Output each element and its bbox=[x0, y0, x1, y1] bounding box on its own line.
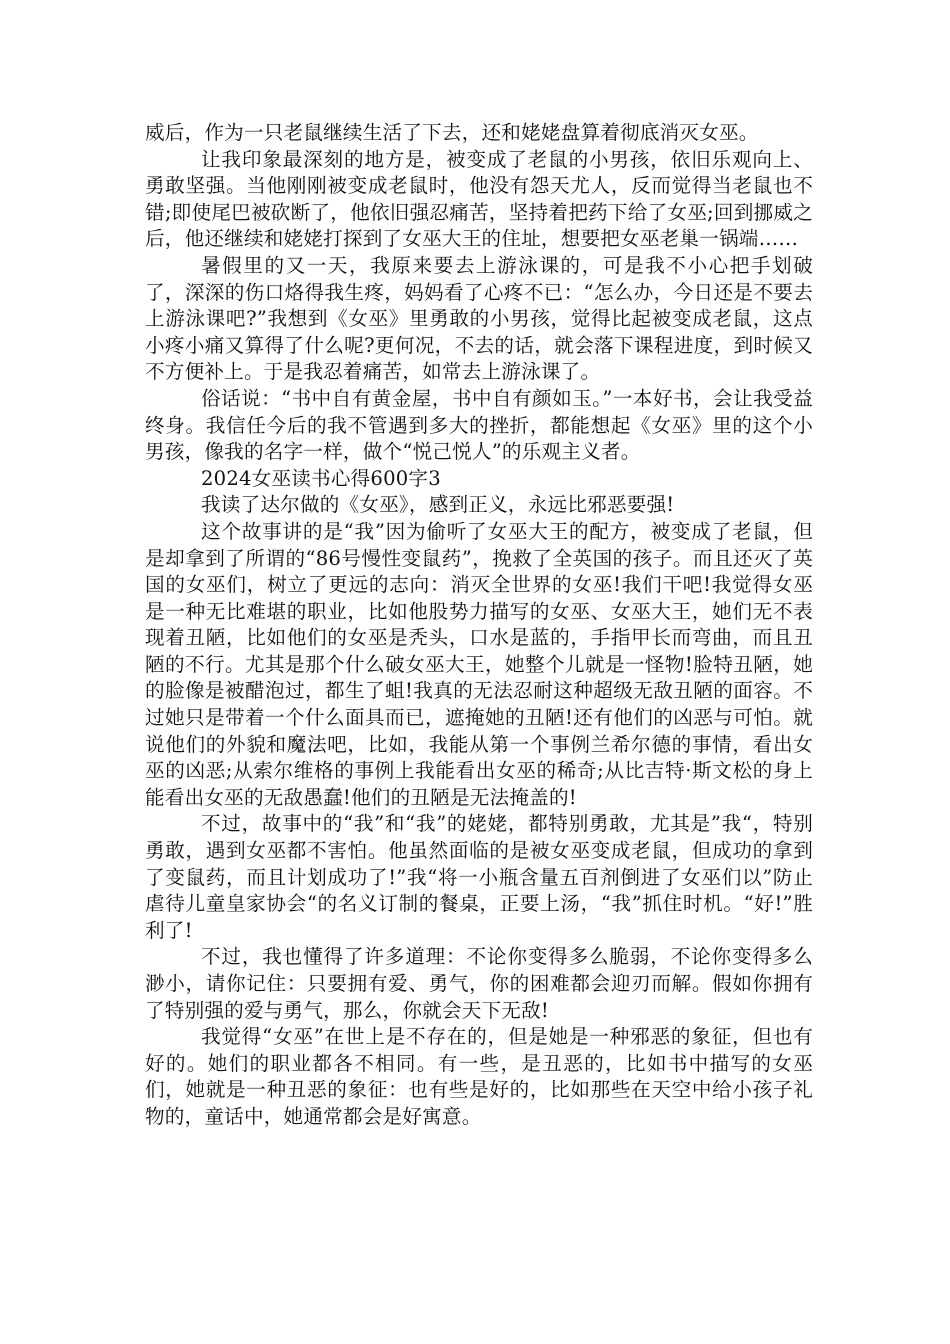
paragraph-symbol: 我觉得“女巫”在世上是不存在的，但是她是一种邪恶的象征，但也有好的。她们的职业都各不相同。有一些，是丑恶的，比如书中描写的女巫们，她就是一种丑恶的象征：也有些是好的，比如那些在天空中给小孩子礼物的，童话中，她通常都会是好寓意。 bbox=[145, 1025, 813, 1128]
paragraph-continued: 威后，作为一只老鼠继续生活了下去，还和姥姥盘算着彻底消灭女巫。 bbox=[145, 121, 759, 144]
paragraph-story: 这个故事讲的是“我”因为偷听了女巫大王的配方，被变成了老鼠，但是却拿到了所谓的“86号慢性变鼠药”，挽救了全英国的孩子。而且还灭了英国的女巫们，树立了更远的志向：消灭全世界的女巫!我们干吧!我觉得女巫是一种无比难堪的职业，比如他股势力描写的女巫、女巫大王，她们无不表现着丑陋，比如他们的女巫是秃头，口水是蓝的，手指甲长而弯曲，而且丑陋的不行。尤其是那个什么破女巫大王，她整个儿就是一怪物!脸特丑陋，她的脸像是被醋泡过，都生了蛆!我真的无法忍耐这种超级无敌丑陋的面容。不过她只是带着一个什么面具而已，遮掩她的丑陋!还有他们的凶恶与可怕。就说他们的外貌和魔法吧，比如，我能从第一个事例兰希尔德的事情，看出女巫的凶恶;从索尔维格的事例上我能看出女巫的稀奇;从比吉特·斯文松的身上能看出女巫的无敌愚蠢!他们的丑陋是无法掩盖的! bbox=[145, 519, 813, 809]
paragraph-intro: 我读了达尔做的《女巫》，感到正义，永远比邪恶要强! bbox=[201, 493, 675, 517]
paragraph-bravery: 不过，故事中的“我”和“我”的姥姥，都特别勇敢，尤其是”我“，特别勇敢，遇到女巫都不害怕。他虽然面临的是被女巫变成老鼠，但成功的拿到了变鼠药，而且计划成功了!”我“将一小瓶含量五百剂倒进了女巫们以”防止虐待儿童皇家协会“的名义订制的餐桌，正要上汤，“我”抓住时机。“好!”胜利了! bbox=[145, 812, 813, 942]
paragraph-impression: 让我印象最深刻的地方是，被变成了老鼠的小男孩，依旧乐观向上、勇敢坚强。当他刚刚被变成老鼠时，他没有怨天尤人，反而觉得当老鼠也不错;即使尾巴被砍断了，他依旧强忍痛苦，坚持着把药下给了女巫;回到挪威之后，他还继续和姥姥打探到了女巫大王的住址，想要把女巫老巢一锅端…… bbox=[145, 147, 813, 251]
paragraph-summer-day: 暑假里的又一天，我原来要去上游泳课的，可是我不小心把手划破了，深深的伤口烙得我生疼，妈妈看了心疼不已：“怎么办，今日还是不要去上游泳课吧?”我想到《女巫》里勇敢的小男孩，觉得比起被变成老鼠，这点小疼小痛又算得了什么呢?更何况，不去的话，就会落下课程进度，到时候又不方便补上。于是我忍着痛苦，如常去上游泳课了。 bbox=[145, 253, 813, 384]
paragraph-proverb: 俗话说：“书中自有黄金屋，书中自有颜如玉。”一本好书，会让我受益终身。我信任今后的我不管遇到多大的挫折，都能想起《女巫》里的这个小男孩，像我的名字一样，做个“悦己悦人”的乐观主义者。 bbox=[145, 386, 813, 464]
section-heading: 2024女巫读书心得600字3 bbox=[201, 466, 441, 490]
document-page bbox=[145, 120, 813, 1131]
paragraph-lesson: 不过，我也懂得了许多道理：不论你变得多么脆弱，不论你变得多么渺小，请你记住：只要拥有爱、勇气，你的困难都会迎刃而解。假如你拥有了特别强的爱与勇气，那么，你就会天下无敌! bbox=[145, 945, 813, 1022]
